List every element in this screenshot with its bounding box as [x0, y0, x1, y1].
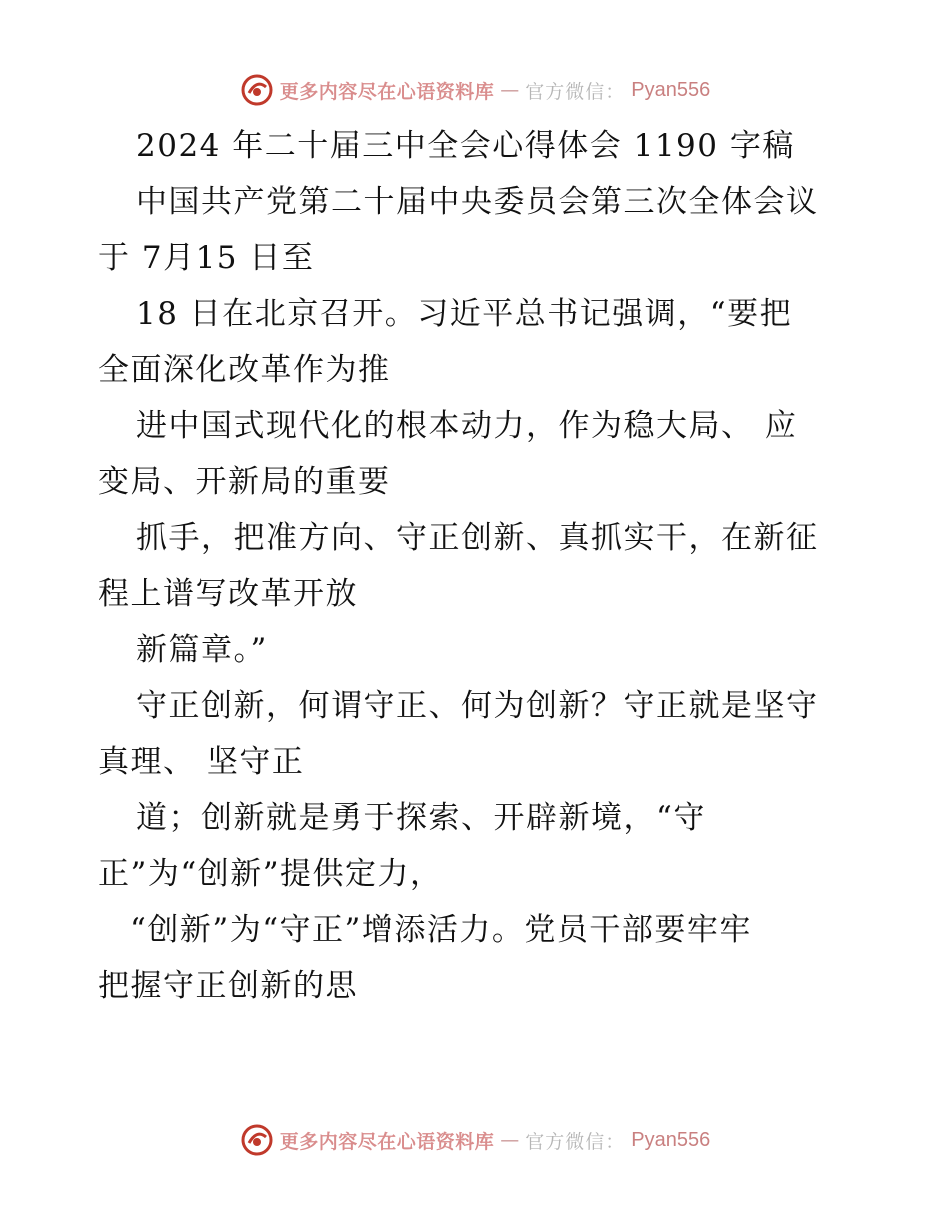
watermark-footer [0, 1120, 950, 1160]
watermark-label: 官方微信： [525, 80, 626, 103]
document-title: 2024 年二十届三中全会心得体会 1190 字稿 [136, 128, 795, 164]
text-line: 于 7月15 日至 [98, 240, 315, 276]
text-line: 全面深化改革作为推 [98, 352, 391, 388]
watermark-wechat-id: Pyan556 [631, 1128, 711, 1151]
text-line: “创新”为“守正”增添活力。党员干部要牢牢 [130, 912, 752, 948]
watermark-wechat-id: Pyan556 [631, 78, 711, 101]
text-line: 把握守正创新的思 [98, 968, 358, 1004]
watermark-text: 更多内容尽在心语资料库 [279, 80, 495, 103]
text-line: 18 日在北京召开。习近平总书记强调，“要把 [136, 296, 793, 332]
text-line: 中国共产党第二十届中央委员会第三次全体会议 [136, 184, 819, 220]
text-line: 正”为“创新”提供定力， [98, 856, 443, 892]
watermark-text: 更多内容尽在心语资料库 [279, 1130, 495, 1153]
text-line: 真理、 坚守正 [98, 744, 305, 780]
text-line: 守正创新，何谓守正、何为创新？守正就是坚守 [136, 688, 819, 724]
seal-logo-icon [240, 73, 274, 107]
text-line: 抓手，把准方向、守正创新、真抓实干，在新征 [136, 520, 819, 556]
watermark-label: 官方微信： [525, 1130, 626, 1153]
watermark-dash: — [500, 79, 520, 101]
document-body [98, 118, 858, 1014]
text-line: 程上谱写改革开放 [98, 576, 358, 612]
text-line: 进中国式现代化的根本动力，作为稳大局、 应 [136, 408, 798, 444]
text-line: 新篇章。” [136, 632, 268, 668]
seal-logo-icon [240, 1123, 274, 1157]
text-line: 变局、开新局的重要 [98, 464, 391, 500]
watermark-dash: — [500, 1129, 520, 1151]
text-line: 道；创新就是勇于探索、开辟新境，“守 [136, 800, 706, 836]
watermark-header [0, 70, 950, 110]
